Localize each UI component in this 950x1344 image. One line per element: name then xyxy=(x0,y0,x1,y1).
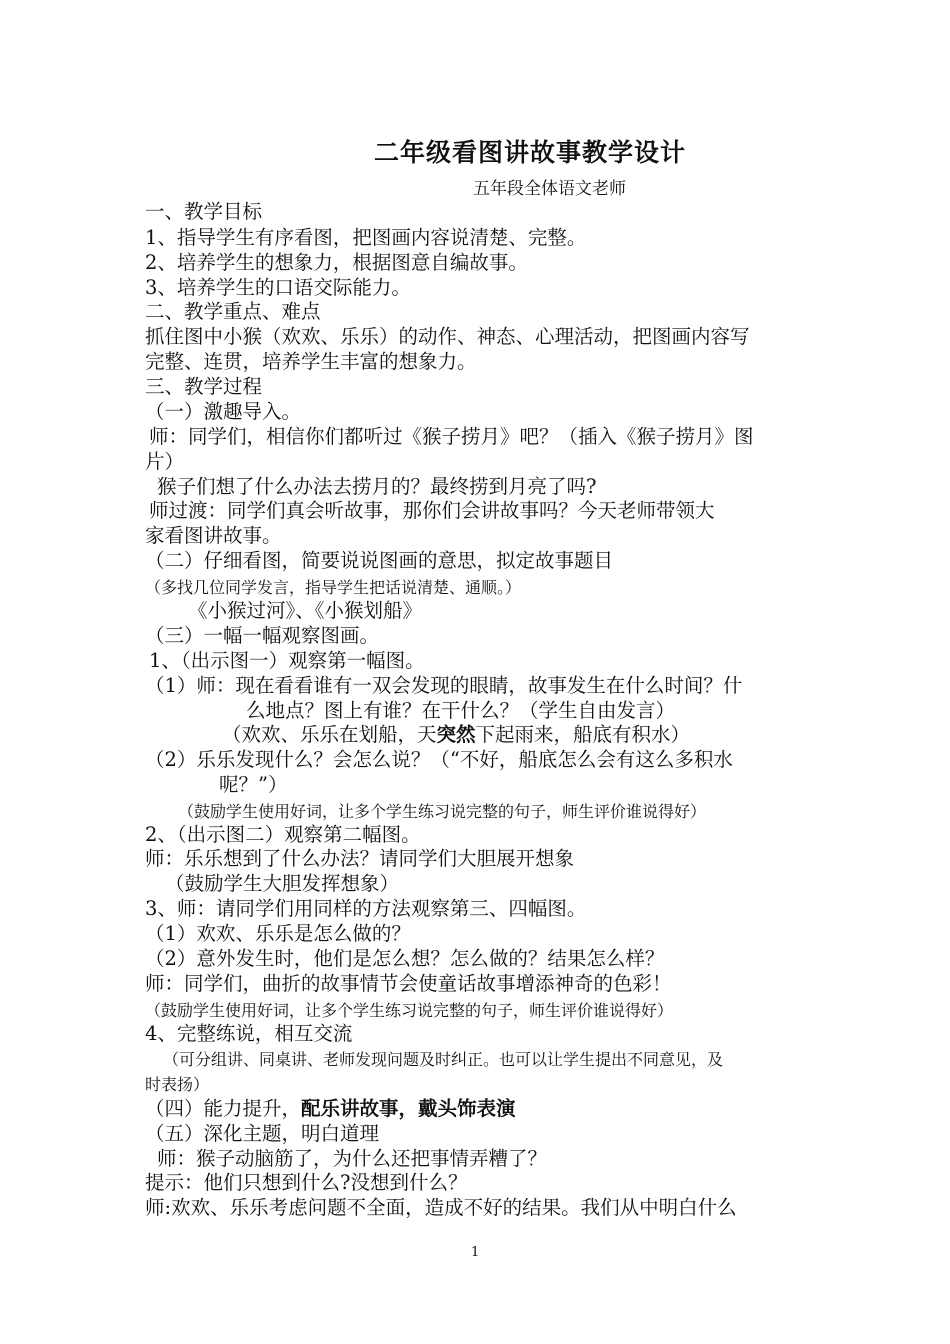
subsection-heading xyxy=(145,1096,516,1121)
text-line xyxy=(222,722,690,747)
page-number: 1 xyxy=(471,1245,480,1260)
text-line: 2、（出示图二）观察第二幅图。 xyxy=(145,823,421,846)
subsection-heading: （三）一幅一幅观察图画。 xyxy=(145,624,380,647)
text-line: 抓住图中小猴（欢欢、乐乐）的动作、神态、心理活动，把图画内容写 xyxy=(145,325,750,348)
bold-span: 突然 xyxy=(436,723,476,746)
text-line: 师：同学们，曲折的故事情节会使童话故事增添神奇的色彩！ xyxy=(145,972,672,995)
document-author: 五年段全体语文老师 xyxy=(473,179,626,199)
text-line: （2）乐乐发现什么？会怎么说？（“不好，船底怎么会有这么多积水 xyxy=(145,748,733,771)
section-heading: 一、教学目标 xyxy=(145,200,263,223)
text-line: 3、培养学生的口语交际能力。 xyxy=(145,276,411,299)
text-line: 师过渡：同学们真会听故事，那你们会讲故事吗？今天老师带领大 xyxy=(149,499,715,522)
text-line: （鼓励学生大胆发挥想象） xyxy=(165,872,400,895)
section-heading: 三、教学过程 xyxy=(145,375,263,398)
text-line: 1、指导学生有序看图，把图画内容说清楚、完整。 xyxy=(145,226,587,249)
text-line: （1）欢欢、乐乐是怎么做的？ xyxy=(145,922,411,945)
text-line: 师：乐乐想到了什么办法？请同学们大胆展开想象 xyxy=(145,847,575,870)
text-line: 猴子们想了什么办法去捞月的？最终捞到月亮了吗? xyxy=(157,475,597,498)
text-line: 3、师：请同学们用同样的方法观察第三、四幅图。 xyxy=(145,897,587,920)
text-line: 片） xyxy=(145,450,185,473)
bold-span: 配乐讲故事，戴头饰表演 xyxy=(301,1097,516,1120)
subsection-heading: （五）深化主题，明白道理 xyxy=(145,1122,380,1145)
text-line: 么地点？图上有谁？在干什么？（学生自由发言） xyxy=(246,699,676,722)
text-line: （1）师：现在看看谁有一双会发现的眼睛，故事发生在什么时间？什 xyxy=(145,674,743,697)
text-line: 师：猴子动脑筋了，为什么还把事情弄糟了？ xyxy=(157,1147,548,1170)
subsection-heading: （二）仔细看图，简要说说图画的意思，拟定故事题目 xyxy=(145,549,614,572)
note-line: （鼓励学生使用好词，让多个学生练习说完整的句子，师生评价谁说得好） xyxy=(178,802,707,821)
note-line: 时表扬） xyxy=(145,1075,210,1094)
text-span: （四）能力提升， xyxy=(145,1097,302,1120)
text-span: （欢欢、乐乐在划船，天 xyxy=(222,723,437,746)
text-line: 1、（出示图一）观察第一幅图。 xyxy=(149,649,425,672)
document-title: 二年级看图讲故事教学设计 xyxy=(374,138,687,167)
text-line: 《小猴过河》、《小猴划船》 xyxy=(188,599,423,622)
text-span: 下起雨来，船底有积水） xyxy=(475,723,691,746)
text-line: 提示：他们只想到什么?没想到什么？ xyxy=(145,1171,468,1194)
note-line: （可分组讲、同桌讲、老师发现问题及时纠正。也可以让学生提出不同意见，及 xyxy=(163,1050,724,1069)
text-line: 师：同学们，相信你们都听过《猴子捞月》吧？（插入《猴子捞月》图 xyxy=(149,425,754,448)
subsection-heading: （一）激趣导入。 xyxy=(145,400,302,423)
text-line: （2）意外发生时，他们是怎么想？怎么做的？结果怎么样？ xyxy=(145,947,665,970)
section-heading: 二、教学重点、难点 xyxy=(145,300,321,323)
text-line: 师:欢欢、乐乐考虑问题不全面，造成不好的结果。我们从中明白什么 xyxy=(145,1196,737,1219)
text-line: 2、培养学生的想象力，根据图意自编故事。 xyxy=(145,251,528,274)
text-line: 完整、连贯，培养学生丰富的想象力。 xyxy=(145,350,477,373)
note-line: （鼓励学生使用好词，让多个学生练习说完整的句子，师生评价谁说得好） xyxy=(145,1001,674,1020)
text-line: 4、完整练说，相互交流 xyxy=(145,1022,353,1045)
text-line: 呢？”） xyxy=(219,773,288,796)
text-line: 家看图讲故事。 xyxy=(145,524,282,547)
note-line: （多找几位同学发言，指导学生把话说清楚、通顺。） xyxy=(145,578,522,597)
